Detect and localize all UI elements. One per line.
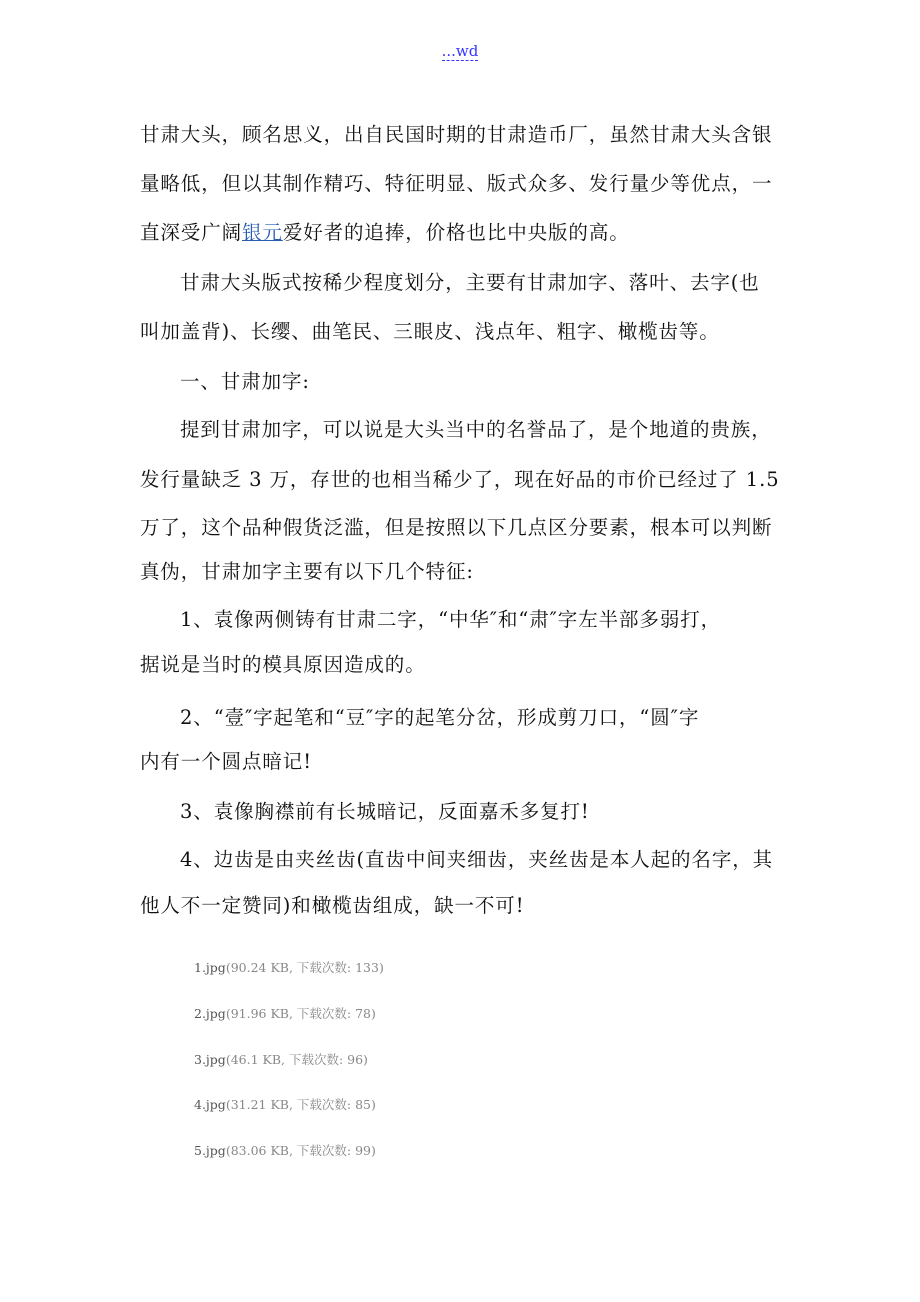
paragraph-line: 真伪，甘肃加字主要有以下几个特征:	[140, 560, 474, 583]
page-header	[0, 42, 920, 60]
attachment-info: (31.21 KB, 下载次数: 85)	[225, 1097, 376, 1112]
attachment-name[interactable]: 2.jpg	[194, 1006, 226, 1021]
paragraph-line: 叫加盖背)、长缨、曲笔民、三眼皮、浅点年、粗字、橄榄齿等。	[140, 320, 720, 343]
attachment-info: (91.96 KB, 下载次数: 78)	[225, 1006, 376, 1021]
attachment[interactable]	[194, 1141, 376, 1159]
attachment-name[interactable]: 4.jpg	[194, 1097, 226, 1112]
header-link[interactable]: ...wd	[441, 42, 479, 60]
text: 爱好者的追捧，价格也比中央版的高。	[282, 221, 630, 244]
attachment-info: (46.1 KB, 下载次数: 96)	[225, 1052, 368, 1067]
feature-item-cont: 内有一个圆点暗记!	[140, 750, 312, 773]
paragraph-line: 甘肃大头，顾名思义，出自民国时期的甘肃造币厂，虽然甘肃大头含银	[140, 123, 773, 146]
attachment[interactable]	[194, 1004, 376, 1022]
feature-item: 3、袁像胸襟前有长城暗记，反面嘉禾多复打!	[180, 800, 590, 823]
section-heading: 一、甘肃加字:	[180, 370, 310, 393]
silver-coin-link[interactable]: 银元	[242, 221, 283, 244]
attachment-name[interactable]: 5.jpg	[194, 1143, 226, 1158]
feature-item: 4、边齿是由夹丝齿(直齿中间夹细齿，夹丝齿是本人起的名字，其	[180, 848, 774, 871]
feature-item: 1、袁像两侧铸有甘肃二字，“中华″和“肃″字左半部多弱打，	[180, 608, 722, 631]
text: 直深受广阔	[140, 221, 243, 244]
feature-item-cont: 据说是当时的模具原因造成的。	[140, 653, 426, 676]
paragraph-line: 提到甘肃加字，可以说是大头当中的名誉品了，是个地道的贵族，	[180, 418, 772, 441]
paragraph-line	[140, 221, 630, 245]
paragraph-line: 发行量缺乏 3 万，存世的也相当稀少了，现在好品的市价已经过了 1.5	[140, 468, 780, 491]
feature-item-cont: 他人不一定赞同)和橄榄齿组成，缺一不可!	[140, 894, 525, 917]
attachment-name[interactable]: 3.jpg	[194, 1052, 226, 1067]
feature-item: 2、“壹″字起笔和“豆″字的起笔分岔，形成剪刀口，“圆″字	[180, 706, 700, 729]
attachment-info: (83.06 KB, 下载次数: 99)	[225, 1143, 376, 1158]
attachment[interactable]	[194, 958, 384, 976]
paragraph-line: 量略低，但以其制作精巧、特征明显、版式众多、发行量少等优点，一	[140, 172, 773, 195]
attachment[interactable]	[194, 1050, 368, 1068]
paragraph-line: 甘肃大头版式按稀少程度划分，主要有甘肃加字、落叶、去字(也	[180, 271, 760, 294]
attachment[interactable]	[194, 1095, 376, 1113]
attachment-name[interactable]: 1.jpg	[194, 960, 226, 975]
attachment-info: (90.24 KB, 下载次数: 133)	[225, 960, 384, 975]
paragraph-line: 万了，这个品种假货泛滥，但是按照以下几点区分要素，根本可以判断	[140, 516, 773, 539]
